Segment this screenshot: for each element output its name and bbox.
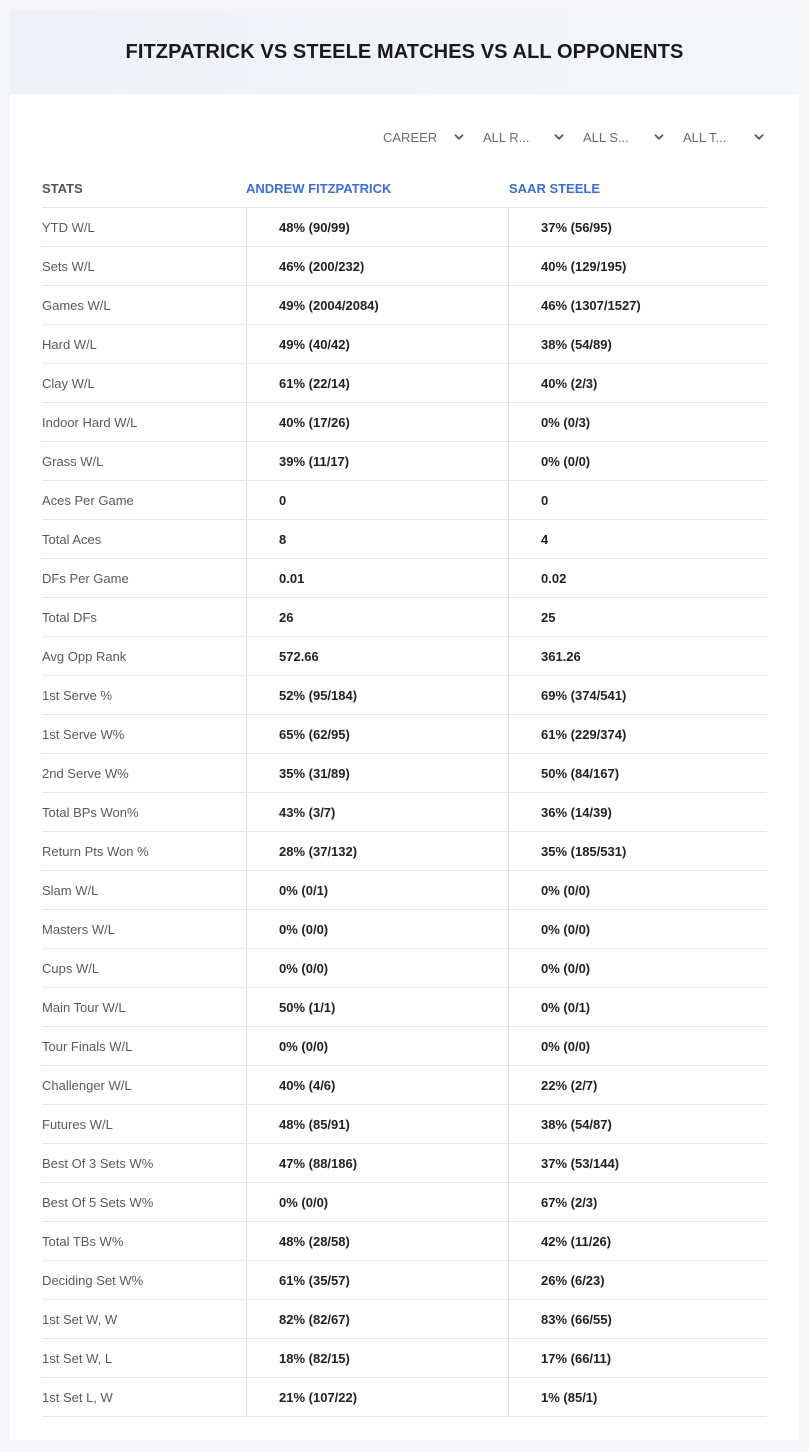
stat-label: Return Pts Won % <box>42 843 149 859</box>
player2-value: 25 <box>508 598 767 636</box>
stat-label: Total DFs <box>42 609 97 625</box>
table-row <box>42 1300 767 1339</box>
chevron-down-icon <box>653 131 665 143</box>
stat-label: 2nd Serve W% <box>42 765 129 781</box>
player1-value: 61% (35/57) <box>246 1261 508 1299</box>
stat-label: Clay W/L <box>42 375 95 391</box>
stat-label: Total TBs W% <box>42 1233 124 1249</box>
player2-value: 69% (374/541) <box>508 676 767 714</box>
player2-value: 1% (85/1) <box>508 1378 767 1416</box>
page-title: FITZPATRICK VS STEELE MATCHES VS ALL OPPONENTS <box>125 40 684 63</box>
player1-value: 0% (0/0) <box>246 1183 508 1221</box>
player2-value: 0% (0/3) <box>508 403 767 441</box>
stat-label: Sets W/L <box>42 258 95 274</box>
table-row <box>42 637 767 676</box>
player2-value: 4 <box>508 520 767 558</box>
player1-value: 28% (37/132) <box>246 832 508 870</box>
player2-value: 61% (229/374) <box>508 715 767 753</box>
table-row <box>42 559 767 598</box>
table-row <box>42 1222 767 1261</box>
player1-value: 52% (95/184) <box>246 676 508 714</box>
player2-value: 26% (6/23) <box>508 1261 767 1299</box>
stat-label: Games W/L <box>42 297 111 313</box>
player1-value: 47% (88/186) <box>246 1144 508 1182</box>
table-row <box>42 871 767 910</box>
player1-value: 0% (0/0) <box>246 910 508 948</box>
table-row <box>42 1144 767 1183</box>
player2-value: 37% (56/95) <box>508 208 767 246</box>
player1-value: 0.01 <box>246 559 508 597</box>
player2-value: 0% (0/0) <box>508 871 767 909</box>
stats-table <box>42 170 767 1417</box>
table-row <box>42 754 767 793</box>
stat-label: Hard W/L <box>42 336 97 352</box>
player2-value: 83% (66/55) <box>508 1300 767 1338</box>
stat-label: Futures W/L <box>42 1116 113 1132</box>
chevron-down-icon <box>553 131 565 143</box>
table-row <box>42 1105 767 1144</box>
column-header-stats: STATS <box>42 181 83 196</box>
player1-value: 48% (28/58) <box>246 1222 508 1260</box>
player1-value: 39% (11/17) <box>246 442 508 480</box>
table-row <box>42 1027 767 1066</box>
player2-value: 38% (54/89) <box>508 325 767 363</box>
table-row <box>42 325 767 364</box>
player1-value: 8 <box>246 520 508 558</box>
player2-value: 0% (0/0) <box>508 910 767 948</box>
player1-value: 0% (0/1) <box>246 871 508 909</box>
player1-value: 26 <box>246 598 508 636</box>
filter-round-select[interactable] <box>467 126 567 148</box>
table-row <box>42 676 767 715</box>
table-row <box>42 598 767 637</box>
table-row <box>42 286 767 325</box>
table-row <box>42 910 767 949</box>
stat-label: Total BPs Won% <box>42 804 139 820</box>
player2-value: 0% (0/0) <box>508 949 767 987</box>
table-row <box>42 988 767 1027</box>
player2-value: 0% (0/0) <box>508 1027 767 1065</box>
table-row <box>42 793 767 832</box>
column-header-player1-link[interactable]: ANDREW FITZPATRICK <box>246 181 392 196</box>
player1-value: 49% (2004/2084) <box>246 286 508 324</box>
player1-value: 48% (90/99) <box>246 208 508 246</box>
table-row <box>42 364 767 403</box>
table-row <box>42 403 767 442</box>
player1-value: 48% (85/91) <box>246 1105 508 1143</box>
table-row <box>42 481 767 520</box>
player1-value: 65% (62/95) <box>246 715 508 753</box>
stats-card <box>10 10 799 1440</box>
player1-value: 82% (82/67) <box>246 1300 508 1338</box>
player2-value: 0% (0/1) <box>508 988 767 1026</box>
stat-label: Avg Opp Rank <box>42 648 127 664</box>
player2-value: 17% (66/11) <box>508 1339 767 1377</box>
table-row <box>42 1183 767 1222</box>
player1-value: 35% (31/89) <box>246 754 508 792</box>
player2-value: 0.02 <box>508 559 767 597</box>
filter-bar <box>367 126 767 148</box>
table-row <box>42 208 767 247</box>
table-row <box>42 247 767 286</box>
filter-label: ALL S... <box>583 129 629 145</box>
stat-label: 1st Serve % <box>42 687 113 703</box>
player1-value: 0 <box>246 481 508 519</box>
player1-value: 50% (1/1) <box>246 988 508 1026</box>
filter-tournament-select[interactable] <box>667 126 767 148</box>
stat-label: Masters W/L <box>42 921 115 937</box>
stat-label: Grass W/L <box>42 453 104 469</box>
stat-label: Slam W/L <box>42 882 99 898</box>
table-row <box>42 1378 767 1417</box>
filter-period-select[interactable] <box>367 126 467 148</box>
player1-value: 572.66 <box>246 637 508 675</box>
stat-label: Tour Finals W/L <box>42 1038 133 1054</box>
player2-value: 0% (0/0) <box>508 442 767 480</box>
stat-label: Cups W/L <box>42 960 100 976</box>
player2-value: 35% (185/531) <box>508 832 767 870</box>
table-row <box>42 832 767 871</box>
table-body <box>42 208 767 1417</box>
chevron-down-icon <box>453 131 465 143</box>
player1-value: 21% (107/22) <box>246 1378 508 1416</box>
player2-value: 36% (14/39) <box>508 793 767 831</box>
player2-value: 22% (2/7) <box>508 1066 767 1104</box>
chevron-down-icon <box>753 131 765 143</box>
player2-value: 67% (2/3) <box>508 1183 767 1221</box>
stat-label: 1st Set L, W <box>42 1389 113 1405</box>
player2-value: 37% (53/144) <box>508 1144 767 1182</box>
table-row <box>42 442 767 481</box>
filter-label: ALL T... <box>683 129 727 145</box>
stat-label: Indoor Hard W/L <box>42 414 138 430</box>
stat-label: Total Aces <box>42 531 102 547</box>
player2-value: 38% (54/87) <box>508 1105 767 1143</box>
player2-value: 40% (129/195) <box>508 247 767 285</box>
stat-label: DFs Per Game <box>42 570 129 586</box>
player2-value: 42% (11/26) <box>508 1222 767 1260</box>
stat-label: 1st Set W, W <box>42 1311 118 1327</box>
table-row <box>42 949 767 988</box>
table-header <box>42 170 767 208</box>
stat-label: 1st Serve W% <box>42 726 125 742</box>
player1-value: 18% (82/15) <box>246 1339 508 1377</box>
stat-label: Challenger W/L <box>42 1077 132 1093</box>
stat-label: Best Of 5 Sets W% <box>42 1194 154 1210</box>
player2-value: 50% (84/167) <box>508 754 767 792</box>
filter-label: ALL R... <box>483 129 530 145</box>
stat-label: Deciding Set W% <box>42 1272 144 1288</box>
table-row <box>42 520 767 559</box>
player1-value: 49% (40/42) <box>246 325 508 363</box>
stat-label: YTD W/L <box>42 219 95 235</box>
player2-value: 361.26 <box>508 637 767 675</box>
player2-value: 0 <box>508 481 767 519</box>
player1-value: 0% (0/0) <box>246 949 508 987</box>
card-header <box>10 10 799 94</box>
player2-value: 46% (1307/1527) <box>508 286 767 324</box>
player1-value: 40% (4/6) <box>246 1066 508 1104</box>
stat-label: Main Tour W/L <box>42 999 126 1015</box>
filter-label: CAREER <box>383 129 438 145</box>
table-row <box>42 1066 767 1105</box>
table-row <box>42 1339 767 1378</box>
player1-value: 40% (17/26) <box>246 403 508 441</box>
stat-label: 1st Set W, L <box>42 1350 113 1366</box>
column-header-player2-link[interactable]: SAAR STEELE <box>509 181 601 196</box>
stat-label: Aces Per Game <box>42 492 134 508</box>
player2-value: 40% (2/3) <box>508 364 767 402</box>
table-row <box>42 1261 767 1300</box>
player1-value: 43% (3/7) <box>246 793 508 831</box>
table-row <box>42 715 767 754</box>
player1-value: 61% (22/14) <box>246 364 508 402</box>
player1-value: 0% (0/0) <box>246 1027 508 1065</box>
player1-value: 46% (200/232) <box>246 247 508 285</box>
stat-label: Best Of 3 Sets W% <box>42 1155 154 1171</box>
filter-surface-select[interactable] <box>567 126 667 148</box>
